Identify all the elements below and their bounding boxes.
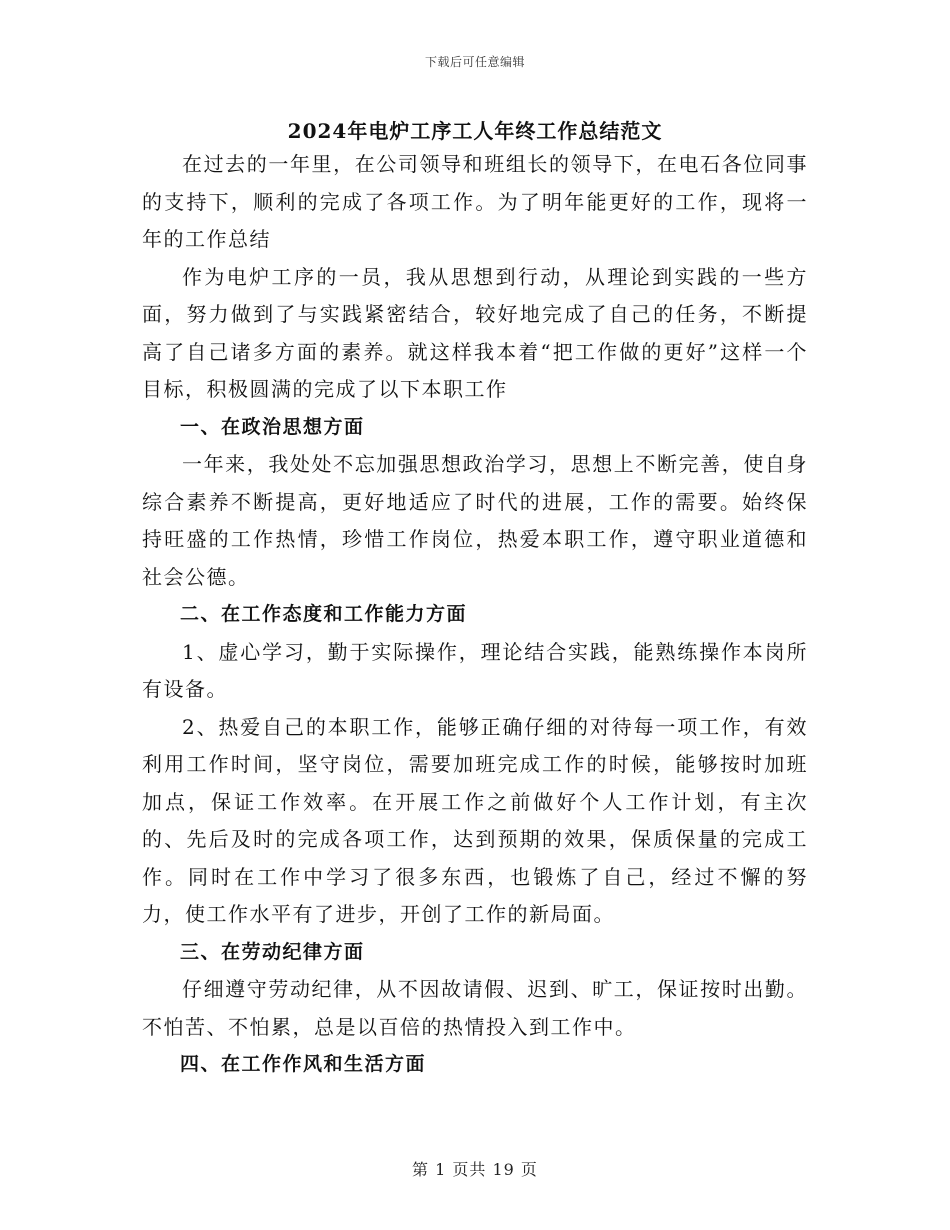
paragraph-discipline: 仔细遵守劳动纪律，从不因故请假、迟到、旷工，保证按时出勤。不怕苦、不怕累，总是以百倍的热情投入到工作中。 [142, 977, 808, 1039]
paragraph-political: 一年来，我处处不忘加强思想政治学习，思想上不断完善，使自身综合素养不断提高，更好地适应了时代的进展，工作的需要。始终保持旺盛的工作热情，珍惜工作岗位，热爱本职工作，遵守职业道德和社会公德。 [142, 452, 808, 589]
section-heading-political: 一、在政治思想方面 [180, 415, 365, 438]
header-note: 下载后可任意编辑 [424, 55, 525, 69]
paragraph-intro-2: 作为电炉工序的一员，我从思想到行动，从理论到实践的一些方面，努力做到了与实践紧密结合，较好地完成了自己的任务，不断提高了自己诸多方面的素养。就这样我本着“把工作做的更好”这样一个目标，积极圆满的完成了以下本职工作 [142, 264, 808, 401]
document-title: 2024年电炉工序工人年终工作总结范文 [287, 119, 663, 143]
paragraph-intro-1: 在过去的一年里，在公司领导和班组长的领导下，在电石各位同事的支持下，顺利的完成了各项工作。为了明年能更好的工作，现将一年的工作总结 [142, 152, 808, 251]
section-heading-discipline: 三、在劳动纪律方面 [180, 940, 365, 963]
page-number-footer: 第 1 页共 19 页 [412, 1160, 538, 1179]
paragraph-attitude-1: 1、虚心学习，勤于实际操作，理论结合实践，能熟练操作本岗所有设备。 [142, 639, 808, 701]
section-heading-attitude: 二、在工作态度和工作能力方面 [180, 603, 468, 625]
paragraph-attitude-2: 2、热爱自己的本职工作，能够正确仔细的对待每一项工作，有效利用工作时间，坚守岗位，需要加班完成工作的时候，能够按时加班加点，保证工作效率。在开展工作之前做好个人工作计划，有主次的、先后及时的完成各项工作，达到预期的效果，保质保量的完成工作。同时在工作中学习了很多东西，也锻炼了自己，经过不懈的努力，使工作水平有了进步，开创了工作的新局面。 [142, 714, 808, 926]
document-body [142, 146, 808, 1084]
section-heading-style: 四、在工作作风和生活方面 [180, 1053, 427, 1075]
